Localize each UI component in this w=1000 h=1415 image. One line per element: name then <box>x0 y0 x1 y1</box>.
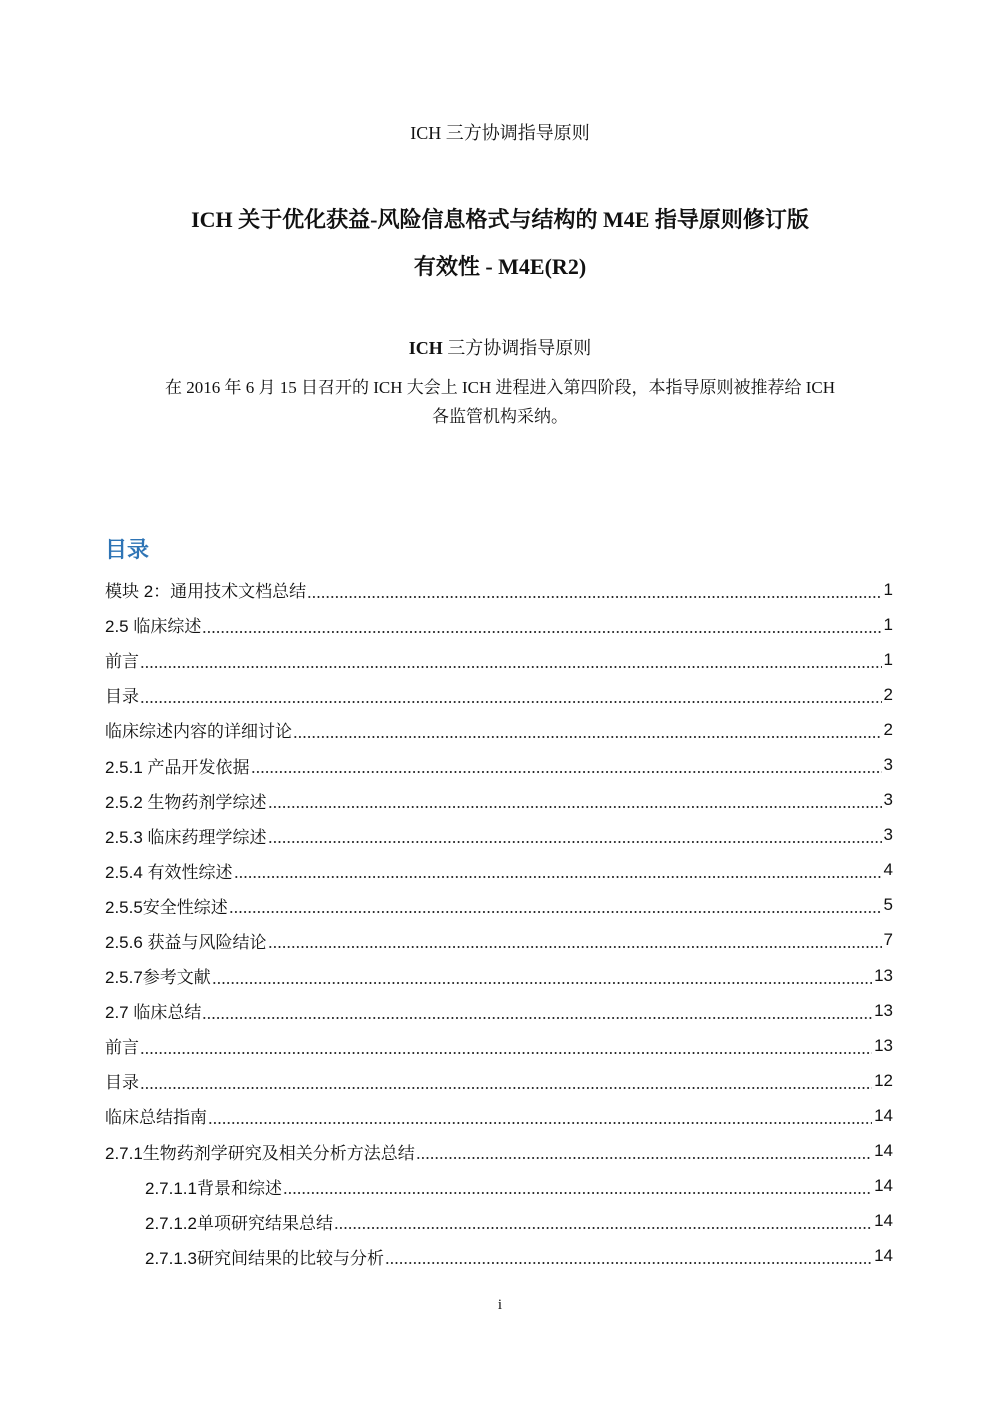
toc-entry-page-number: 7 <box>883 930 893 950</box>
toc-entry-label: 目录 <box>105 1073 139 1093</box>
toc-dot-leader <box>140 685 882 705</box>
toc-entry-label: 临床综述内容的详细讨论 <box>105 722 292 742</box>
toc-entry-label: 2.5.1 产品开发依据 <box>105 757 250 777</box>
toc-entry-page-number: 14 <box>874 1211 893 1231</box>
toc-entry[interactable] <box>105 1098 893 1133</box>
toc-entry-label: 2.5.3 临床药理学综述 <box>105 827 267 847</box>
table-of-contents <box>105 572 893 1274</box>
toc-entry[interactable] <box>105 1028 893 1063</box>
toc-entry-label: 2.7 临床总结 <box>105 1003 202 1023</box>
toc-entry-label: 2.5 临床综述 <box>105 617 202 637</box>
toc-entry-label: 2.5.6 获益与风险结论 <box>105 932 267 952</box>
footer-page-number: i <box>497 1297 503 1313</box>
toc-entry-page-number: 13 <box>874 965 893 985</box>
toc-entry[interactable] <box>105 888 893 923</box>
toc-entry-label: 前言 <box>105 1038 139 1058</box>
toc-dot-leader <box>202 1001 872 1021</box>
toc-entry-label: 目录 <box>105 687 139 707</box>
toc-entry[interactable] <box>105 1063 893 1098</box>
toc-entry-label: 前言 <box>105 652 139 672</box>
intro-label-rest: 三方协调指导原则 <box>442 338 592 358</box>
toc-entry-label: 2.5.4 有效性综述 <box>105 862 233 882</box>
toc-entry[interactable] <box>105 923 893 958</box>
toc-entry[interactable] <box>105 958 893 993</box>
toc-entry-page-number: 3 <box>883 755 893 775</box>
toc-dot-leader <box>212 966 872 986</box>
toc-dot-leader <box>416 1141 872 1161</box>
toc-entry-page-number: 14 <box>874 1176 893 1196</box>
toc-entry-page-number: 2 <box>883 684 893 704</box>
toc-dot-leader <box>140 650 882 670</box>
toc-entry-page-number: 14 <box>874 1105 893 1125</box>
toc-entry[interactable] <box>105 853 893 888</box>
document-title-line2: 有效性 - M4E(R2) <box>413 254 587 279</box>
toc-dot-leader <box>229 895 882 915</box>
toc-entry-page-number: 1 <box>883 649 893 669</box>
header-label: ICH 三方协调指导原则 <box>410 123 590 143</box>
toc-dot-leader <box>202 615 881 635</box>
toc-entry[interactable] <box>105 747 893 782</box>
toc-entry-label: 2.7.1.1背景和综述 <box>145 1178 282 1198</box>
toc-entry-page-number: 13 <box>874 1035 893 1055</box>
toc-entry-page-number: 2 <box>883 719 893 739</box>
document-title-line1: ICH 关于优化获益-风险信息格式与结构的 M4E 指导原则修订版 <box>191 207 809 232</box>
toc-entry-page-number: 4 <box>883 860 893 880</box>
toc-entry-page-number: 14 <box>874 1141 893 1161</box>
toc-dot-leader <box>268 790 882 810</box>
toc-entry-label: 2.5.2 生物药剂学综述 <box>105 792 267 812</box>
toc-dot-leader <box>307 580 881 600</box>
toc-entry-page-number: 1 <box>883 579 893 599</box>
toc-entry-label: 2.7.1.2单项研究结果总结 <box>145 1213 333 1233</box>
toc-entry-page-number: 3 <box>883 825 893 845</box>
intro-label <box>0 335 1000 361</box>
toc-dot-leader <box>140 1071 872 1091</box>
toc-dot-leader <box>283 1176 872 1196</box>
toc-dot-leader <box>208 1106 872 1126</box>
toc-entry[interactable] <box>105 1134 893 1169</box>
toc-dot-leader <box>268 930 882 950</box>
toc-dot-leader <box>251 755 882 775</box>
toc-entry-label: 2.7.1.3研究间结果的比较与分析 <box>145 1248 384 1268</box>
toc-entry-label: 2.5.5安全性综述 <box>105 897 228 917</box>
toc-entry[interactable] <box>105 818 893 853</box>
toc-entry-page-number: 1 <box>883 614 893 634</box>
toc-entry[interactable] <box>105 1239 893 1274</box>
intro-paragraph-line2: 各监管机构采纳。 <box>432 407 568 426</box>
intro-paragraph-line1: 在 2016 年 6 月 15 日召开的 ICH 大会上 ICH 进程进入第四阶段，本指导原则被推荐给 ICH <box>164 378 836 397</box>
toc-entry[interactable] <box>105 993 893 1028</box>
toc-entry-label: 2.5.7参考文献 <box>105 968 211 988</box>
toc-dot-leader <box>293 720 882 740</box>
toc-entry[interactable] <box>105 572 893 607</box>
toc-dot-leader <box>385 1246 872 1266</box>
toc-entry-label: 2.7.1生物药剂学研究及相关分析方法总结 <box>105 1143 415 1163</box>
toc-entry[interactable] <box>105 1169 893 1204</box>
toc-entry-page-number: 14 <box>874 1246 893 1266</box>
toc-entry[interactable] <box>105 783 893 818</box>
toc-dot-leader <box>140 1036 872 1056</box>
toc-entry-page-number: 13 <box>874 1000 893 1020</box>
toc-entry[interactable] <box>105 677 893 712</box>
toc-entry-label: 临床总结指南 <box>105 1108 207 1128</box>
toc-entry-page-number: 12 <box>874 1070 893 1090</box>
toc-dot-leader <box>334 1211 872 1231</box>
intro-label-ich: ICH <box>408 338 443 358</box>
toc-entry[interactable] <box>105 1204 893 1239</box>
toc-entry[interactable] <box>105 712 893 747</box>
toc-dot-leader <box>234 860 882 880</box>
toc-heading: 目录 <box>105 537 150 562</box>
toc-entry-page-number: 5 <box>883 895 893 915</box>
toc-entry[interactable] <box>105 642 893 677</box>
toc-entry-label: 模块 2：通用技术文档总结 <box>105 582 307 602</box>
toc-entry[interactable] <box>105 607 893 642</box>
toc-entry-page-number: 3 <box>883 790 893 810</box>
toc-dot-leader <box>268 825 882 845</box>
